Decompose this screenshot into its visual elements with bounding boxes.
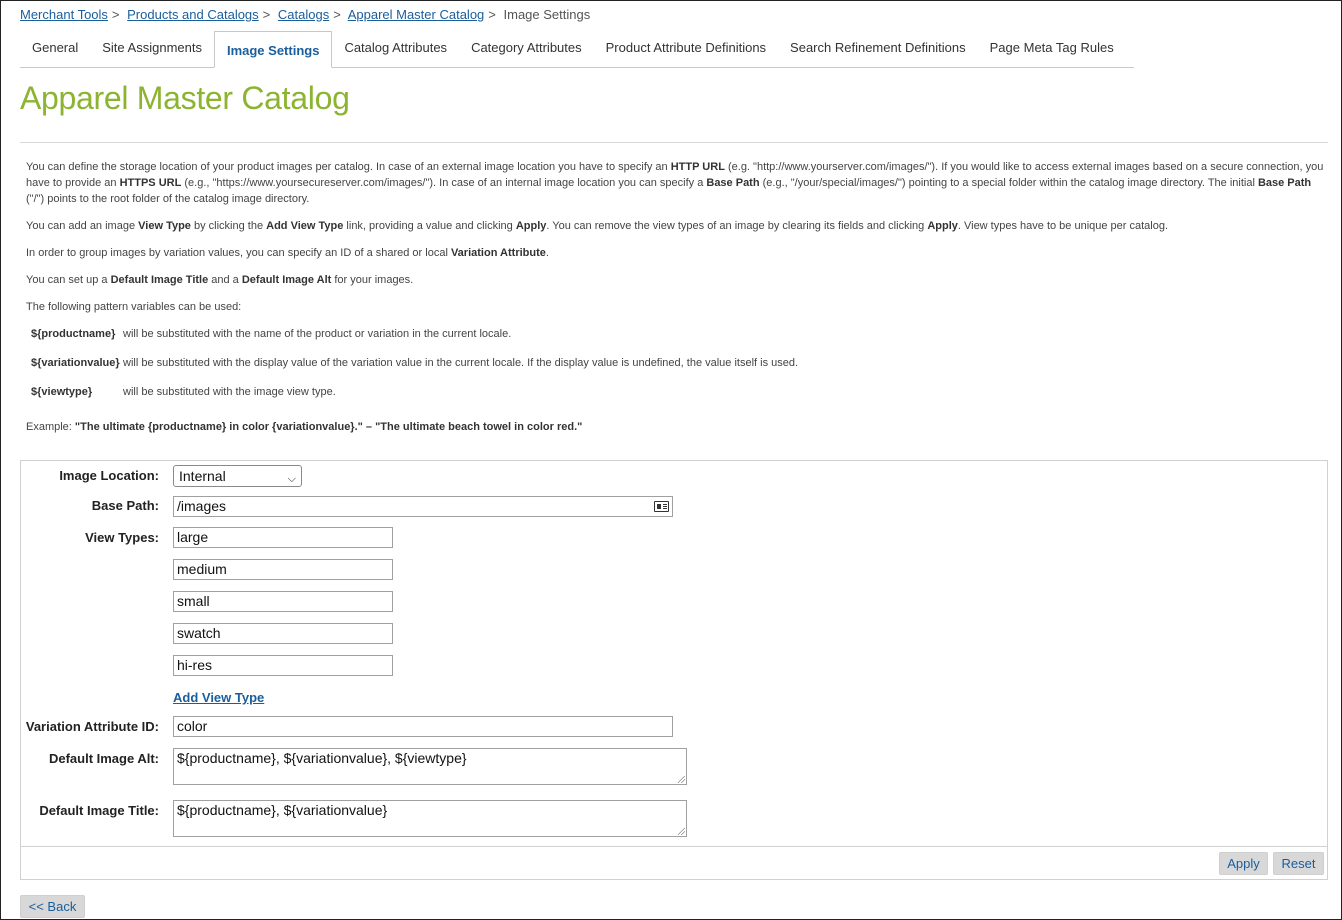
help-text bbox=[26, 159, 1326, 446]
pattern-variable: ${variationvalue} bbox=[31, 357, 120, 369]
base-path-input[interactable] bbox=[173, 496, 673, 517]
resize-grip-icon[interactable] bbox=[678, 828, 685, 835]
tab-site-assignments[interactable]: Site Assignments bbox=[102, 40, 202, 55]
pattern-description: will be substituted with the image view type. bbox=[123, 386, 336, 398]
reset-button[interactable]: Reset bbox=[1273, 852, 1324, 875]
base-path-label: Base Path: bbox=[91, 498, 159, 513]
default-image-alt-textarea[interactable] bbox=[173, 748, 687, 785]
pattern-row bbox=[26, 384, 798, 413]
page-title: Apparel Master Catalog bbox=[20, 80, 350, 116]
default-image-title-label: Default Image Title: bbox=[39, 803, 159, 818]
help-paragraph-view-type: You can add an image View Type by clicking the Add View Type link, providing a value and clicking Apply. You can remove the view types of an image by clearing its fields and clicking Apply. View types have to be unique per catalog. bbox=[26, 220, 1169, 232]
view-type-input-hi-res[interactable]: hi-res bbox=[173, 655, 393, 676]
breadcrumb-current: Image Settings bbox=[503, 7, 591, 22]
tab-search-refinement-definitions[interactable]: Search Refinement Definitions bbox=[790, 40, 966, 55]
view-type-input-small[interactable]: small bbox=[173, 591, 393, 612]
pattern-row bbox=[26, 355, 798, 384]
breadcrumb-separator: > bbox=[488, 7, 496, 22]
chevron-down-icon: ⌵ bbox=[287, 473, 296, 485]
form-footer bbox=[21, 846, 1327, 879]
breadcrumb-separator: > bbox=[262, 7, 271, 22]
help-paragraph-example: Example: "The ultimate {productname} in color {variationvalue}." – "The ultimate beach towel in color red." bbox=[26, 421, 583, 433]
tab-general[interactable]: General bbox=[32, 40, 79, 55]
view-type-input-large[interactable]: large bbox=[173, 527, 393, 548]
default-image-alt-value: ${productname}, ${variationvalue}, ${viewtype} bbox=[177, 750, 467, 766]
pattern-variable: ${productname} bbox=[31, 328, 116, 340]
pattern-description: will be substituted with the display value of the variation value in the current locale. If the display value is undefined, the value itself is used. bbox=[123, 357, 799, 369]
pattern-row bbox=[26, 326, 798, 355]
breadcrumb-catalogs[interactable]: Catalogs bbox=[277, 7, 330, 22]
apply-button[interactable]: Apply bbox=[1219, 852, 1268, 875]
tab-page-meta-tag-rules[interactable]: Page Meta Tag Rules bbox=[989, 40, 1114, 55]
base-path-value: /images bbox=[177, 498, 227, 514]
help-paragraph-storage: You can define the storage location of your product images per catalog. In case of an external image location you have to specify an HTTP URL (e.g. "http://www.yourserver.com/images/"). If you would like to access external images based on a secure connection, you have to provide an HTTPS URL (e.g., "https://www.yoursecureserver.com/images/"). In case of an internal image location you can specify a Base Path (e.g., "/your/special/images/") pointing to a special folder within the catalog image directory. The initial Base Path ("/") points to the root folder of the catalog image directory. bbox=[26, 161, 1324, 205]
image-location-label: Image Location: bbox=[59, 468, 159, 483]
pattern-description: will be substituted with the name of the product or variation in the current locale. bbox=[123, 328, 512, 340]
variation-attribute-input[interactable]: color bbox=[173, 716, 673, 737]
breadcrumb bbox=[20, 7, 590, 22]
default-image-alt-label: Default Image Alt: bbox=[48, 751, 159, 766]
variation-attribute-label: Variation Attribute ID: bbox=[25, 719, 159, 734]
image-location-select[interactable] bbox=[173, 465, 302, 487]
resize-grip-icon[interactable] bbox=[678, 776, 685, 783]
default-image-title-value: ${productname}, ${variationvalue} bbox=[177, 802, 388, 818]
tab-image-settings[interactable]: Image Settings bbox=[214, 31, 332, 68]
contact-card-icon[interactable] bbox=[654, 501, 669, 512]
view-type-input-medium[interactable]: medium bbox=[173, 559, 393, 580]
help-paragraph-variation: In order to group images by variation values, you can specify an ID of a shared or local Variation Attribute. bbox=[26, 247, 549, 259]
view-type-input-swatch[interactable]: swatch bbox=[173, 623, 393, 644]
tab-catalog-attributes[interactable]: Catalog Attributes bbox=[344, 40, 448, 55]
pattern-variables-table bbox=[26, 326, 798, 413]
help-paragraph-patterns-intro: The following pattern variables can be used: bbox=[26, 301, 242, 313]
pattern-variable: ${viewtype} bbox=[31, 386, 93, 398]
breadcrumb-products-and-catalogs[interactable]: Products and Catalogs bbox=[127, 7, 259, 22]
add-view-type-link[interactable]: Add View Type bbox=[173, 690, 265, 705]
image-location-value: Internal bbox=[179, 468, 226, 484]
back-button[interactable]: << Back bbox=[20, 895, 85, 918]
tab-category-attributes[interactable]: Category Attributes bbox=[471, 40, 582, 55]
default-image-title-textarea[interactable] bbox=[173, 800, 687, 837]
tab-bar bbox=[20, 31, 1134, 68]
image-settings-form bbox=[20, 460, 1328, 880]
tab-product-attribute-definitions[interactable]: Product Attribute Definitions bbox=[605, 40, 767, 55]
breadcrumb-apparel-master-catalog[interactable]: Apparel Master Catalog bbox=[347, 7, 485, 22]
breadcrumb-merchant-tools[interactable]: Merchant Tools bbox=[20, 7, 108, 22]
view-types-label: View Types: bbox=[85, 530, 159, 545]
breadcrumb-separator: > bbox=[333, 7, 341, 22]
title-divider bbox=[20, 142, 1328, 143]
breadcrumb-separator: > bbox=[111, 7, 120, 22]
help-paragraph-defaults: You can set up a Default Image Title and a Default Image Alt for your images. bbox=[26, 274, 414, 286]
